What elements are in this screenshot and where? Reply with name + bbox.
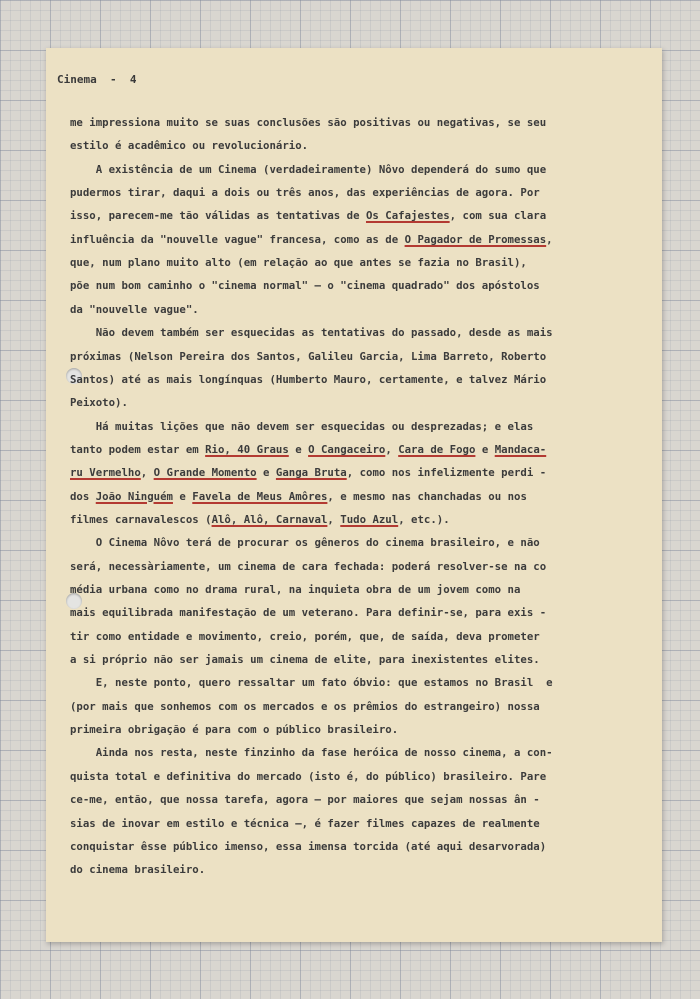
text-line — [70, 466, 546, 479]
text-line — [70, 536, 540, 549]
text-segment: , — [385, 442, 399, 456]
text-segment: Ainda nos resta, neste finzinho da fase heróica de nosso cinema, a con- — [70, 746, 553, 760]
text-segment: conquistar êsse público imenso, essa imensa torcida (até aqui desarvorada) — [70, 839, 547, 853]
body-text — [46, 48, 662, 942]
text-line — [70, 700, 540, 713]
text-segment: tir como entidade e movimento, creio, porém, que, de saída, deva prometer — [70, 629, 540, 643]
underlined-title: João Ninguém — [95, 489, 173, 503]
text-line — [70, 326, 553, 339]
text-segment: , como nos infelizmente perdi - — [346, 466, 547, 480]
text-segment: e — [288, 442, 309, 456]
text-line — [70, 490, 527, 503]
underlined-title: Tudo Azul — [340, 512, 399, 526]
text-segment: me impressiona muito se suas conclusões são positivas ou negativas, se seu — [70, 116, 547, 129]
text-line — [70, 303, 199, 316]
text-line — [70, 840, 546, 853]
text-line — [70, 746, 553, 759]
text-line — [70, 116, 546, 129]
text-segment: põe num bom caminho o "cinema normal" — o "cinema quadrado" dos apóstolos — [70, 279, 540, 293]
text-line — [70, 630, 540, 643]
typed-page — [46, 48, 662, 942]
page-header: Cinema - 4 — [57, 73, 137, 86]
text-segment: , — [140, 466, 154, 480]
text-segment: pudermos tirar, daqui a dois ou três anos, das experiências de agora. Por — [70, 186, 540, 200]
text-segment: , — [327, 512, 341, 526]
text-segment: filmes carnavalescos ( — [70, 512, 212, 526]
text-segment: O Cinema Nôvo terá de procurar os gêneros do cinema brasileiro, e não — [70, 536, 540, 550]
text-line — [70, 139, 308, 152]
text-line — [70, 373, 546, 386]
text-segment: ce-me, então, que nossa tarefa, agora — por maiores que sejam nossas ân - — [70, 793, 540, 807]
text-segment: mais equilibrada manifestação de um veterano. Para definir-se, para exis - — [70, 606, 547, 620]
text-segment: e — [172, 489, 193, 503]
text-segment: quista total e definitiva do mercado (isto é, do público) brasileiro. Pare — [70, 769, 547, 783]
underlined-title: O Grande Momento — [153, 466, 257, 480]
text-line — [70, 583, 520, 596]
text-segment: e — [475, 442, 495, 456]
text-line — [70, 606, 546, 619]
text-line — [70, 653, 540, 666]
underlined-title: Ganga Bruta — [275, 466, 347, 480]
underlined-title: O Cangaceiro — [308, 442, 386, 456]
text-line — [70, 279, 540, 292]
text-segment: tanto podem estar em — [70, 442, 206, 456]
text-line — [70, 560, 546, 573]
text-segment: do cinema brasileiro. — [70, 863, 206, 877]
text-segment: E, neste ponto, quero ressaltar um fato óbvio: que estamos no Brasil e — [70, 676, 553, 690]
underlined-title: Cara de Fogo — [398, 442, 476, 456]
text-segment: Peixoto). — [70, 396, 128, 410]
text-segment: , com sua clara — [449, 209, 547, 223]
text-line — [70, 350, 546, 363]
text-segment: (por mais que sonhemos com os mercados e os prêmios do estrangeiro) nossa — [70, 699, 540, 713]
text-segment: próximas (Nelson Pereira dos Santos, Galileu Garcia, Lima Barreto, Roberto — [70, 349, 547, 363]
text-line — [70, 233, 553, 246]
text-line — [70, 256, 527, 269]
text-segment: e — [256, 466, 276, 480]
underlined-title: Rio, 40 Graus — [205, 442, 289, 456]
text-segment: sias de inovar em estilo e técnica —, é fazer filmes capazes de realmente — [70, 816, 540, 830]
text-line — [70, 723, 398, 736]
text-segment: Há muitas lições que não devem ser esquecidas ou desprezadas; e elas — [70, 419, 534, 433]
underlined-title: Os Cafajestes — [365, 209, 450, 223]
text-line — [70, 817, 540, 830]
underlined-title: Mandaca- — [494, 442, 547, 456]
text-line — [70, 163, 546, 176]
text-line — [70, 863, 205, 876]
text-line — [70, 676, 553, 689]
text-segment: , etc.). — [398, 512, 450, 526]
text-segment: , e mesmo nas chanchadas ou nos — [327, 489, 527, 503]
text-line — [70, 793, 540, 806]
text-segment: Não devem também ser esquecidas as tentativas do passado, desde as mais — [70, 326, 553, 340]
text-segment: da "nouvelle vague". — [70, 302, 199, 316]
text-segment: primeira obrigação é para com o público brasileiro. — [70, 723, 399, 737]
text-segment: a si próprio não ser jamais um cinema de elite, para inexistentes elites. — [70, 653, 540, 667]
text-line — [70, 420, 533, 433]
text-line — [70, 396, 128, 409]
text-segment: isso, parecem-me tão válidas as tentativas de — [70, 209, 366, 223]
text-segment: , — [546, 232, 553, 246]
text-line — [70, 513, 450, 526]
text-line — [70, 186, 540, 199]
underlined-title: Alô, Alô, Carnaval — [211, 512, 328, 526]
underlined-title: O Pagador de Promessas — [404, 232, 547, 246]
text-segment: dos — [70, 489, 96, 503]
text-line — [70, 770, 546, 783]
text-line — [70, 443, 546, 456]
text-segment: influência da "nouvelle vague" francesa, como as de — [70, 232, 405, 246]
text-segment: média urbana como no drama rural, na inquieta obra de um jovem como na — [70, 583, 521, 596]
text-segment: será, necessàriamente, um cinema de cara fechada: poderá resolver-se na co — [70, 559, 547, 573]
text-line — [70, 209, 546, 222]
text-segment: que, num plano muito alto (em relação ao que antes se fazia no Brasil), — [70, 256, 527, 270]
underlined-title: Favela de Meus Amôres — [192, 489, 328, 503]
underlined-title: ru Vermelho — [70, 466, 141, 480]
text-segment: Santos) até as mais longínquas (Humberto Mauro, certamente, e talvez Mário — [70, 372, 547, 386]
text-segment: A existência de um Cinema (verdadeiramente) Nôvo dependerá do sumo que — [70, 162, 547, 176]
text-segment: estilo é acadêmico ou revolucionário. — [70, 139, 309, 153]
